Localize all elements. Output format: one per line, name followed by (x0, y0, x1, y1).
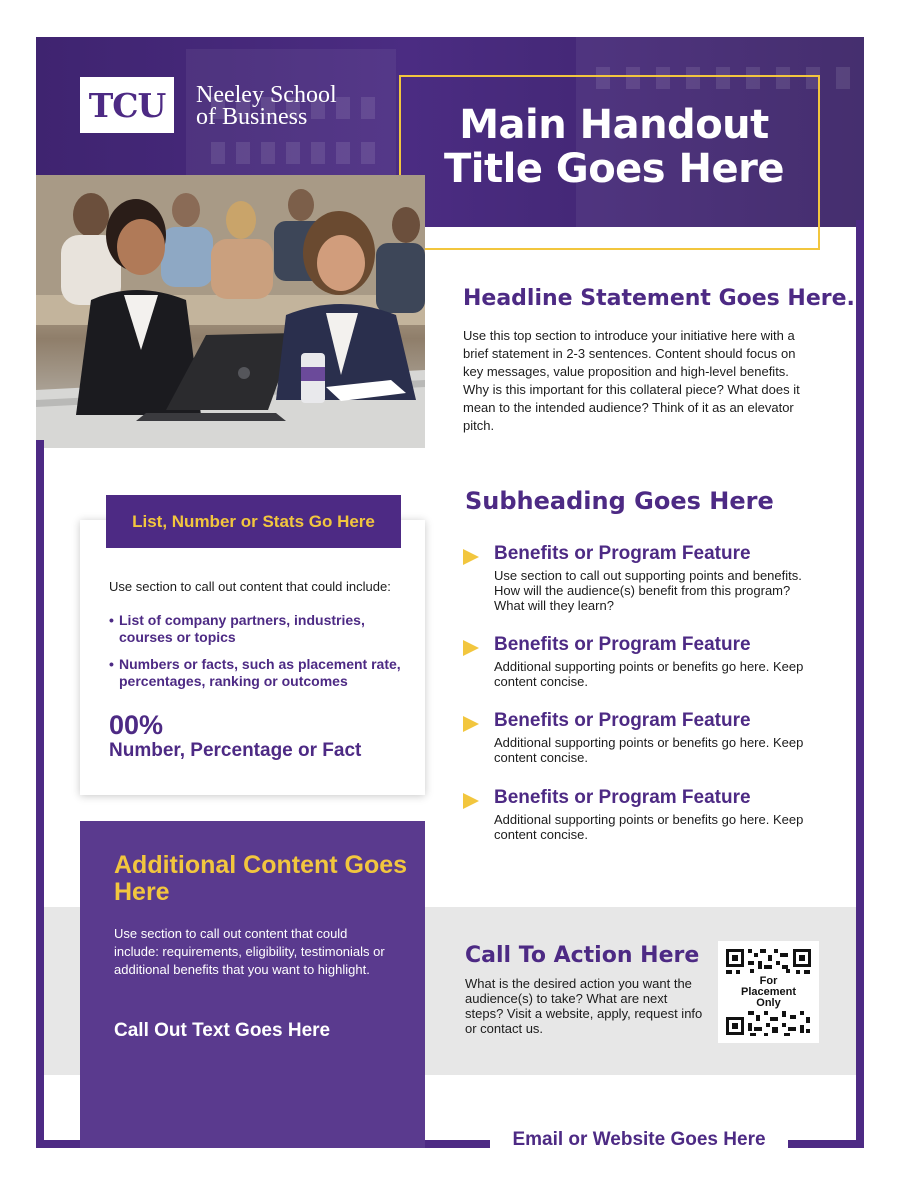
frame-border (856, 220, 864, 1148)
cta-title: Call To Action Here (465, 943, 700, 968)
frame-border (36, 440, 44, 1148)
stat-label: Number, Percentage or Fact (109, 740, 362, 761)
school-name (196, 84, 337, 128)
triangle-bullet-icon (463, 549, 479, 565)
benefit-title: Benefits or Program Feature (494, 787, 751, 808)
additional-content-text: Use section to call out content that could include: requirements, eligibility, testimonials or additional benefits that you want to highlight. (114, 926, 385, 977)
stats-bullet-list (109, 612, 409, 700)
qr-label-line: Placement (740, 985, 797, 998)
qr-code-icon (724, 947, 813, 975)
triangle-bullet-icon (463, 793, 479, 809)
benefits-subheading: Subheading Goes Here (465, 487, 774, 515)
benefit-description: Use section to call out supporting points and benefits. How will the audience(s) benefit from this program? What will they learn? (494, 568, 802, 613)
logo-wordmark: TCU (88, 85, 166, 125)
list-item: • Numbers or facts, such as placement rate, percentages, ranking or outcomes (109, 656, 409, 690)
qr-label-line: Only (756, 996, 781, 1009)
tcu-logo (80, 77, 174, 133)
contact-footer[interactable]: Email or Website Goes Here (512, 1129, 766, 1150)
benefit-description: Additional supporting points or benefits go here. Keep content concise. (494, 735, 804, 765)
list-item: • List of company partners, industries, courses or topics (109, 612, 409, 646)
benefit-description: Additional supporting points or benefits go here. Keep content concise. (494, 812, 804, 842)
triangle-bullet-icon (463, 640, 479, 656)
cta-text: What is the desired action you want the audience(s) to take? What are next steps? Visit a website, apply, request info or contact us. (465, 976, 703, 1036)
benefit-title: Benefits or Program Feature (494, 710, 751, 731)
triangle-bullet-icon (463, 716, 479, 732)
benefit-title: Benefits or Program Feature (494, 543, 751, 564)
page-title-line1: Main Handout (459, 102, 769, 148)
additional-content-title: Additional Content Goes Here (114, 851, 408, 906)
qr-code-icon (724, 1009, 813, 1037)
intro-paragraph: Use this top section to introduce your initiative here with a brief statement in 2-3 sentences. Content should focus on key messages, value proposition and high-level benefits. Why is this important for this collateral piece? What does it mean to the intended audience? Think of it as an elevator pitch. (463, 328, 800, 433)
students-photo (36, 175, 425, 448)
school-name-line2: of Business (196, 104, 308, 130)
school-name-line1: Neeley School (196, 82, 337, 108)
qr-code-placeholder[interactable] (718, 941, 819, 1043)
headline-statement: Headline Statement Goes Here. (463, 286, 855, 311)
qr-label (741, 976, 796, 1009)
benefit-title: Benefits or Program Feature (494, 634, 751, 655)
page-title-line2: Title Goes Here (443, 146, 785, 192)
stats-card-heading: List, Number or Stats Go Here (106, 495, 401, 548)
callout-text: Call Out Text Goes Here (114, 1020, 331, 1041)
stat-value: 00% (109, 710, 164, 740)
benefit-description: Additional supporting points or benefits go here. Keep content concise. (494, 659, 804, 689)
frame-border (788, 1140, 864, 1148)
stats-card-intro: Use section to call out content that could include: (109, 579, 391, 594)
page-title (399, 103, 829, 191)
qr-label-line: For (759, 974, 778, 987)
